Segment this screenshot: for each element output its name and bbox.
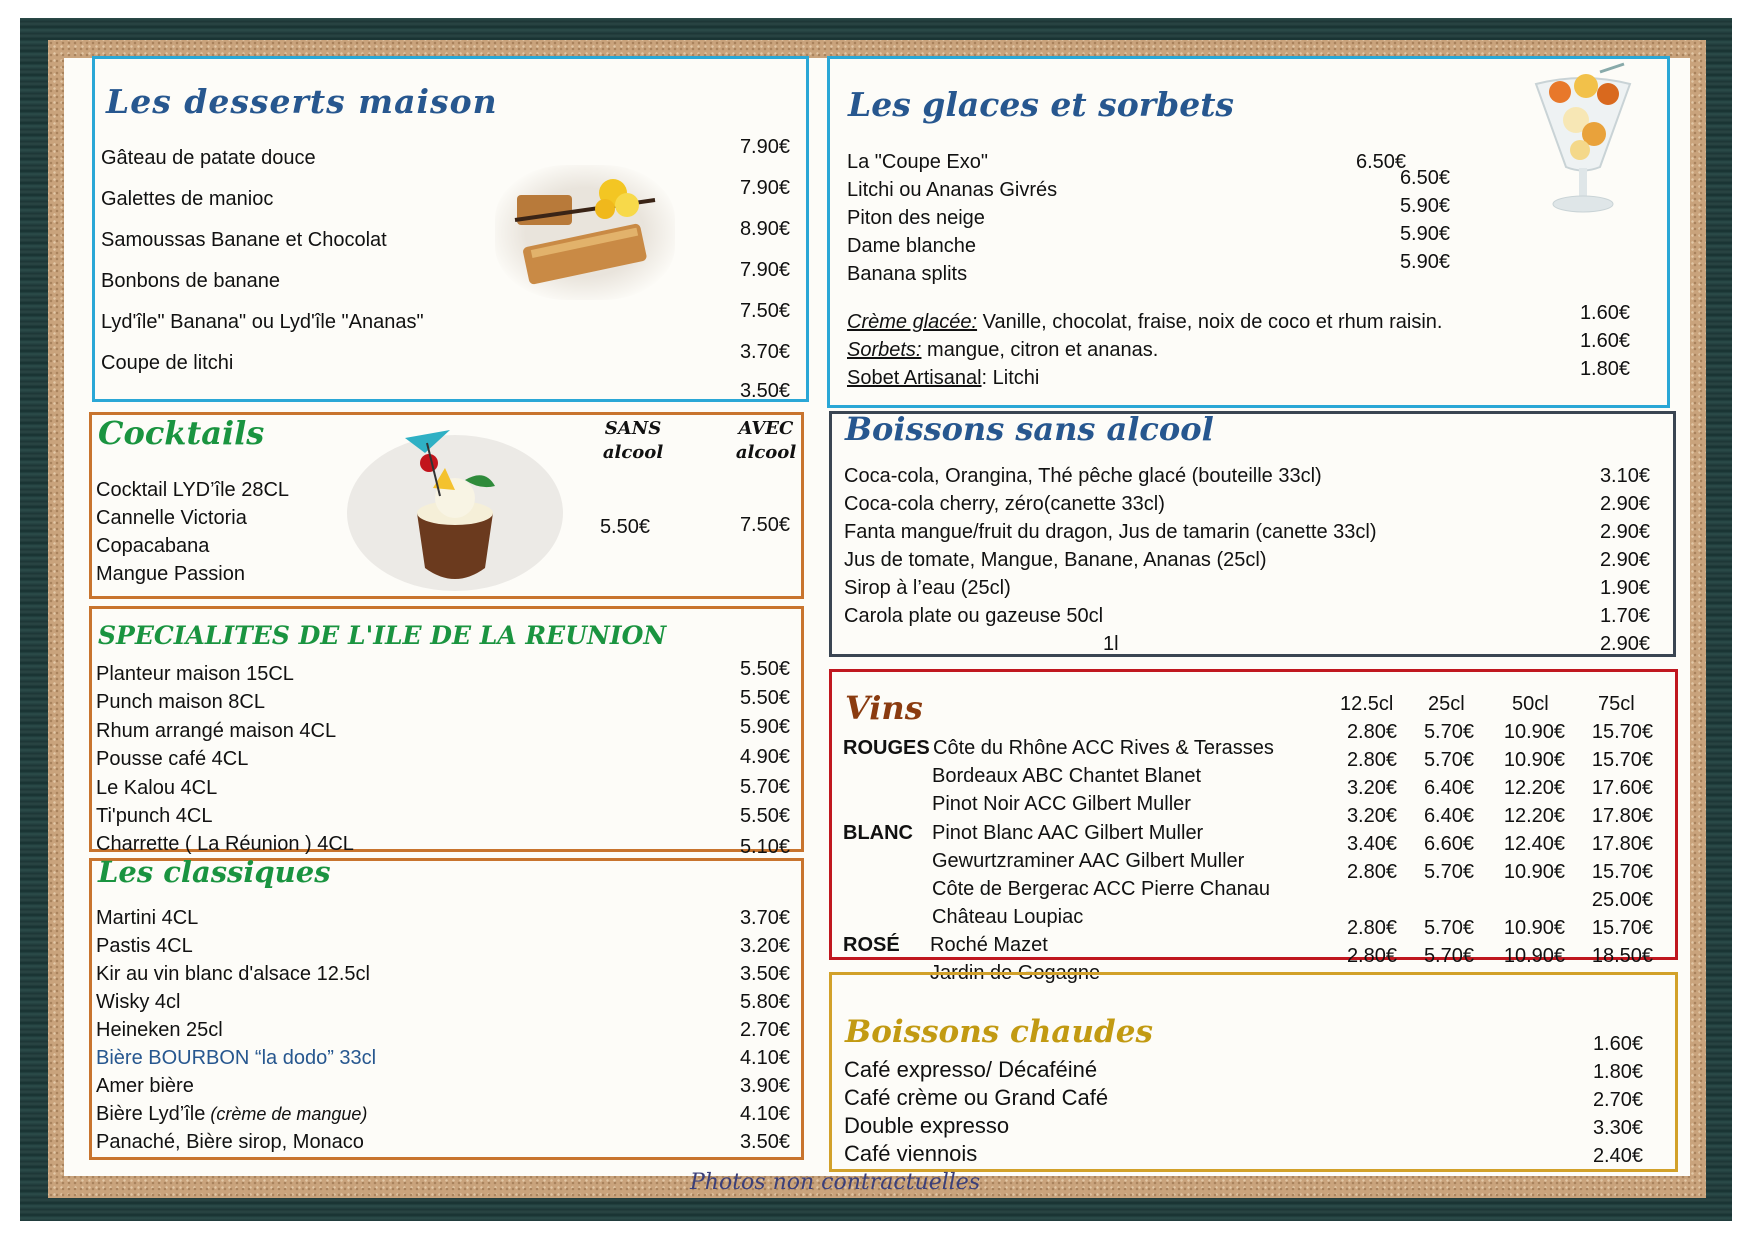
classique-price: 5.80€ [739, 991, 790, 1013]
vins-category-rouges: ROUGES [843, 737, 930, 759]
chaudes-title: Boissons chaudes [845, 1014, 1153, 1050]
chaude-price: 2.70€ [1592, 1089, 1643, 1111]
specialite-item: Punch maison 8CL [96, 691, 265, 713]
wine-price: 2.80€ [1346, 917, 1397, 939]
dessert-item: Samoussas Banane et Chocolat [101, 229, 387, 251]
sans-alcool-size: 1l [1103, 633, 1119, 655]
sans-alcool-item: Fanta mangue/fruit du dragon, Jus de tamarin (canette 33cl) [844, 521, 1377, 543]
wine-price: 17.80€ [1591, 805, 1653, 827]
wine-price: 2.80€ [1346, 721, 1397, 743]
chaude-price: 1.80€ [1592, 1061, 1643, 1083]
col-sans-word: SANS [604, 418, 662, 439]
chaude-price: 1.60€ [1592, 1033, 1643, 1055]
wine-name: Roché Mazet [930, 934, 1048, 956]
sans-alcool-item: Coca-cola, Orangina, Thé pêche glacé (bouteille 33cl) [844, 465, 1322, 487]
classique-item: Panaché, Bière sirop, Monaco [96, 1131, 364, 1153]
chaude-item: Café crème ou Grand Café [844, 1085, 1109, 1110]
classique-price: 4.10€ [739, 1047, 790, 1069]
classique-item: Pastis 4CL [96, 935, 193, 957]
wine-price: 10.90€ [1503, 749, 1565, 771]
specialite-price: 5.10€ [739, 836, 790, 858]
wine-price: 5.70€ [1423, 749, 1474, 771]
specialite-item: Planteur maison 15CL [96, 663, 294, 685]
wine-price: 15.70€ [1591, 917, 1653, 939]
wine-price: 18.50€ [1591, 945, 1653, 967]
specialite-price: 5.50€ [739, 687, 790, 709]
sans-alcool-price: 3.10€ [1599, 465, 1650, 487]
wine-name: Jardin de Gogagne [930, 962, 1101, 984]
wine-price: 2.80€ [1346, 749, 1397, 771]
dessert-price: 7.50€ [739, 300, 790, 322]
wine-price: 3.40€ [1346, 833, 1397, 855]
dessert-item: Lyd'île" Banana" ou Lyd'île "Ananas" [101, 311, 424, 333]
glace-price: 5.90€ [1399, 251, 1450, 273]
sorbet-artisanal-text: : Litchi [981, 367, 1040, 389]
chaude-item: Café viennois [844, 1141, 978, 1166]
sans-alcool-item: Sirop à l’eau (25cl) [844, 577, 1011, 599]
wine-price: 3.20€ [1346, 777, 1397, 799]
wine-name: Gewurtzraminer AAC Gilbert Muller [932, 850, 1245, 872]
biere-lydile-note: (crème de mangue) [205, 1104, 368, 1124]
sorbets-text: mangue, citron et ananas. [921, 339, 1159, 361]
cocktail-coconut-photo [345, 418, 565, 593]
specialite-item: Pousse café 4CL [96, 748, 249, 770]
glace-price: 6.50€ [1356, 151, 1407, 173]
glace-item: Piton des neige [847, 207, 985, 229]
creme-glacee-line [847, 311, 1442, 334]
specialite-item: Le Kalou 4CL [96, 777, 218, 799]
wine-price: 17.60€ [1591, 777, 1653, 799]
wine-price: 12.20€ [1503, 777, 1565, 799]
classique-price: 3.50€ [739, 1131, 790, 1153]
cocktail-item: Mangue Passion [96, 563, 245, 585]
sans-alcool-price: 2.90€ [1599, 549, 1650, 571]
specialite-price: 5.70€ [739, 776, 790, 798]
biere-lydile-name: Bière Lyd’île [96, 1103, 206, 1125]
wine-price: 12.40€ [1503, 833, 1565, 855]
classique-item: Heineken 25cl [96, 1019, 223, 1041]
chaude-item: Double expresso [844, 1113, 1010, 1138]
sorbets-line [847, 339, 1158, 362]
dessert-price: 7.90€ [739, 136, 790, 158]
glaces-title: Les glaces et sorbets [848, 85, 1235, 124]
cocktail-price-sans: 5.50€ [599, 516, 650, 538]
vins-category-blanc: BLANC [843, 822, 913, 844]
glace-item: La "Coupe Exo" [847, 151, 988, 173]
chaude-item: Café expresso/ Décaféiné [844, 1057, 1098, 1082]
dessert-price: 3.50€ [739, 380, 790, 402]
dessert-item: Coupe de litchi [101, 352, 234, 374]
col-avec-header [726, 417, 806, 465]
sorbets-label: Sorbets: [847, 339, 922, 361]
glace-price: 6.50€ [1399, 167, 1450, 189]
vins-col-header: 12.5cl [1340, 693, 1394, 715]
wine-price: 10.90€ [1503, 861, 1565, 883]
wine-price: 5.70€ [1423, 945, 1474, 967]
specialite-item: Charrette ( La Réunion ) 4CL [96, 833, 354, 855]
wine-price: 10.90€ [1503, 721, 1565, 743]
sans-alcool-item: Carola plate ou gazeuse 50cl [844, 605, 1104, 627]
sans-alcool-price: 2.90€ [1599, 521, 1650, 543]
glace-extra-price: 1.60€ [1579, 302, 1630, 324]
vins-col-header: 75cl [1598, 693, 1635, 715]
specialite-item: Ti'punch 4CL [96, 805, 213, 827]
cocktail-item: Cannelle Victoria [96, 507, 247, 529]
classique-item: Martini 4CL [96, 907, 199, 929]
wine-name: Bordeaux ABC Chantet Blanet [932, 765, 1202, 787]
creme-glacee-label: Crème glacée: [847, 311, 978, 333]
wine-name: Château Loupiac [932, 906, 1084, 928]
creme-glacee-text: Vanille, chocolat, fraise, noix de coco et rhum raisin. [977, 311, 1443, 333]
classique-price: 3.20€ [739, 935, 790, 957]
wine-price: 12.20€ [1503, 805, 1565, 827]
sans-alcool-price: 2.90€ [1599, 493, 1650, 515]
wine-name: Pinot Noir ACC Gilbert Muller [932, 793, 1191, 815]
sans-alcool-price: 1.70€ [1599, 605, 1650, 627]
classique-price: 4.10€ [739, 1103, 790, 1125]
wine-price: 10.90€ [1503, 917, 1565, 939]
chaude-price: 3.30€ [1592, 1117, 1643, 1139]
footer-disclaimer: Photos non contractuelles [690, 1170, 981, 1195]
sans-alcool-item: Coca-cola cherry, zéro(canette 33cl) [844, 493, 1165, 515]
cocktail-item: Cocktail LYD’île 28CL [96, 479, 290, 501]
classiques-title: Les classiques [98, 855, 331, 889]
wine-price: 3.20€ [1346, 805, 1397, 827]
dessert-price: 7.90€ [739, 259, 790, 281]
dessert-price: 8.90€ [739, 218, 790, 240]
classique-item-bourbon: Bière BOURBON “la dodo” 33cl [96, 1047, 377, 1069]
wine-price: 2.80€ [1346, 861, 1397, 883]
wine-price: 17.80€ [1591, 833, 1653, 855]
wine-price: 15.70€ [1591, 721, 1653, 743]
dessert-item: Galettes de manioc [101, 188, 274, 210]
dessert-cake-photo [495, 165, 675, 300]
classique-item: Kir au vin blanc d'alsace 12.5cl [96, 963, 370, 985]
glace-extra-price: 1.80€ [1579, 358, 1630, 380]
vins-category-rose: ROSÉ [843, 934, 900, 956]
dessert-price: 7.90€ [739, 177, 790, 199]
specialite-price: 4.90€ [739, 746, 790, 768]
col-avec-word: AVEC [738, 418, 794, 439]
vins-col-header: 50cl [1512, 693, 1549, 715]
sans-alcool-title: Boissons sans alcool [845, 410, 1214, 448]
ice-cream-cup-photo [1528, 62, 1638, 222]
wine-price: 15.70€ [1591, 861, 1653, 883]
classique-price: 3.90€ [739, 1075, 790, 1097]
glace-extra-price: 1.60€ [1579, 330, 1630, 352]
sorbet-artisanal-line [847, 367, 1039, 390]
wine-price: 5.70€ [1423, 917, 1474, 939]
wine-price: 25.00€ [1591, 889, 1653, 911]
col-avec-sub: alcool [735, 442, 797, 463]
dessert-item: Gâteau de patate douce [101, 147, 316, 169]
specialite-price: 5.50€ [739, 658, 790, 680]
col-sans-header [593, 417, 673, 465]
vins-col-header: 25cl [1428, 693, 1465, 715]
cocktail-item: Copacabana [96, 535, 210, 557]
glace-price: 5.90€ [1399, 195, 1450, 217]
cocktail-price-avec: 7.50€ [739, 514, 790, 536]
wine-price: 6.40€ [1423, 777, 1474, 799]
col-sans-sub: alcool [602, 442, 664, 463]
wine-name: Côte de Bergerac ACC Pierre Chanau [932, 878, 1270, 900]
wine-price: 10.90€ [1503, 945, 1565, 967]
sans-alcool-price: 2.90€ [1599, 633, 1650, 655]
wine-price: 5.70€ [1423, 861, 1474, 883]
glace-price: 5.90€ [1399, 223, 1450, 245]
sans-alcool-price: 1.90€ [1599, 577, 1650, 599]
wine-name: Côte du Rhône ACC Rives & Terasses [933, 737, 1274, 759]
desserts-title: Les desserts maison [106, 82, 498, 121]
specialite-item: Rhum arrangé maison 4CL [96, 720, 337, 742]
classique-price: 2.70€ [739, 1019, 790, 1041]
classique-price: 3.70€ [739, 907, 790, 929]
wine-price: 6.60€ [1423, 833, 1474, 855]
wine-price: 15.70€ [1591, 749, 1653, 771]
wine-name: Pinot Blanc AAC Gilbert Muller [932, 822, 1204, 844]
specialite-price: 5.90€ [739, 716, 790, 738]
wine-price: 5.70€ [1423, 721, 1474, 743]
chaude-price: 2.40€ [1592, 1145, 1643, 1167]
wine-price: 2.80€ [1346, 945, 1397, 967]
glace-item: Litchi ou Ananas Givrés [847, 179, 1058, 201]
classique-item-biere-lydile [96, 1103, 367, 1126]
cocktails-title: Cocktails [98, 414, 265, 452]
classique-price: 3.50€ [739, 963, 790, 985]
sans-alcool-item: Jus de tomate, Mangue, Banane, Ananas (25cl) [844, 549, 1267, 571]
glace-item: Dame blanche [847, 235, 976, 257]
glace-item: Banana splits [847, 263, 968, 285]
wine-price: 6.40€ [1423, 805, 1474, 827]
sorbet-artisanal-label: Sobet Artisanal [847, 367, 982, 389]
specialites-title: SPECIALITES DE L'ILE DE LA REUNION [98, 621, 667, 650]
dessert-price: 3.70€ [739, 341, 790, 363]
vins-title: Vins [845, 689, 923, 727]
classique-item: Amer bière [96, 1075, 194, 1097]
classique-item: Wisky 4cl [96, 991, 181, 1013]
dessert-item: Bonbons de banane [101, 270, 281, 292]
specialite-price: 5.50€ [739, 805, 790, 827]
